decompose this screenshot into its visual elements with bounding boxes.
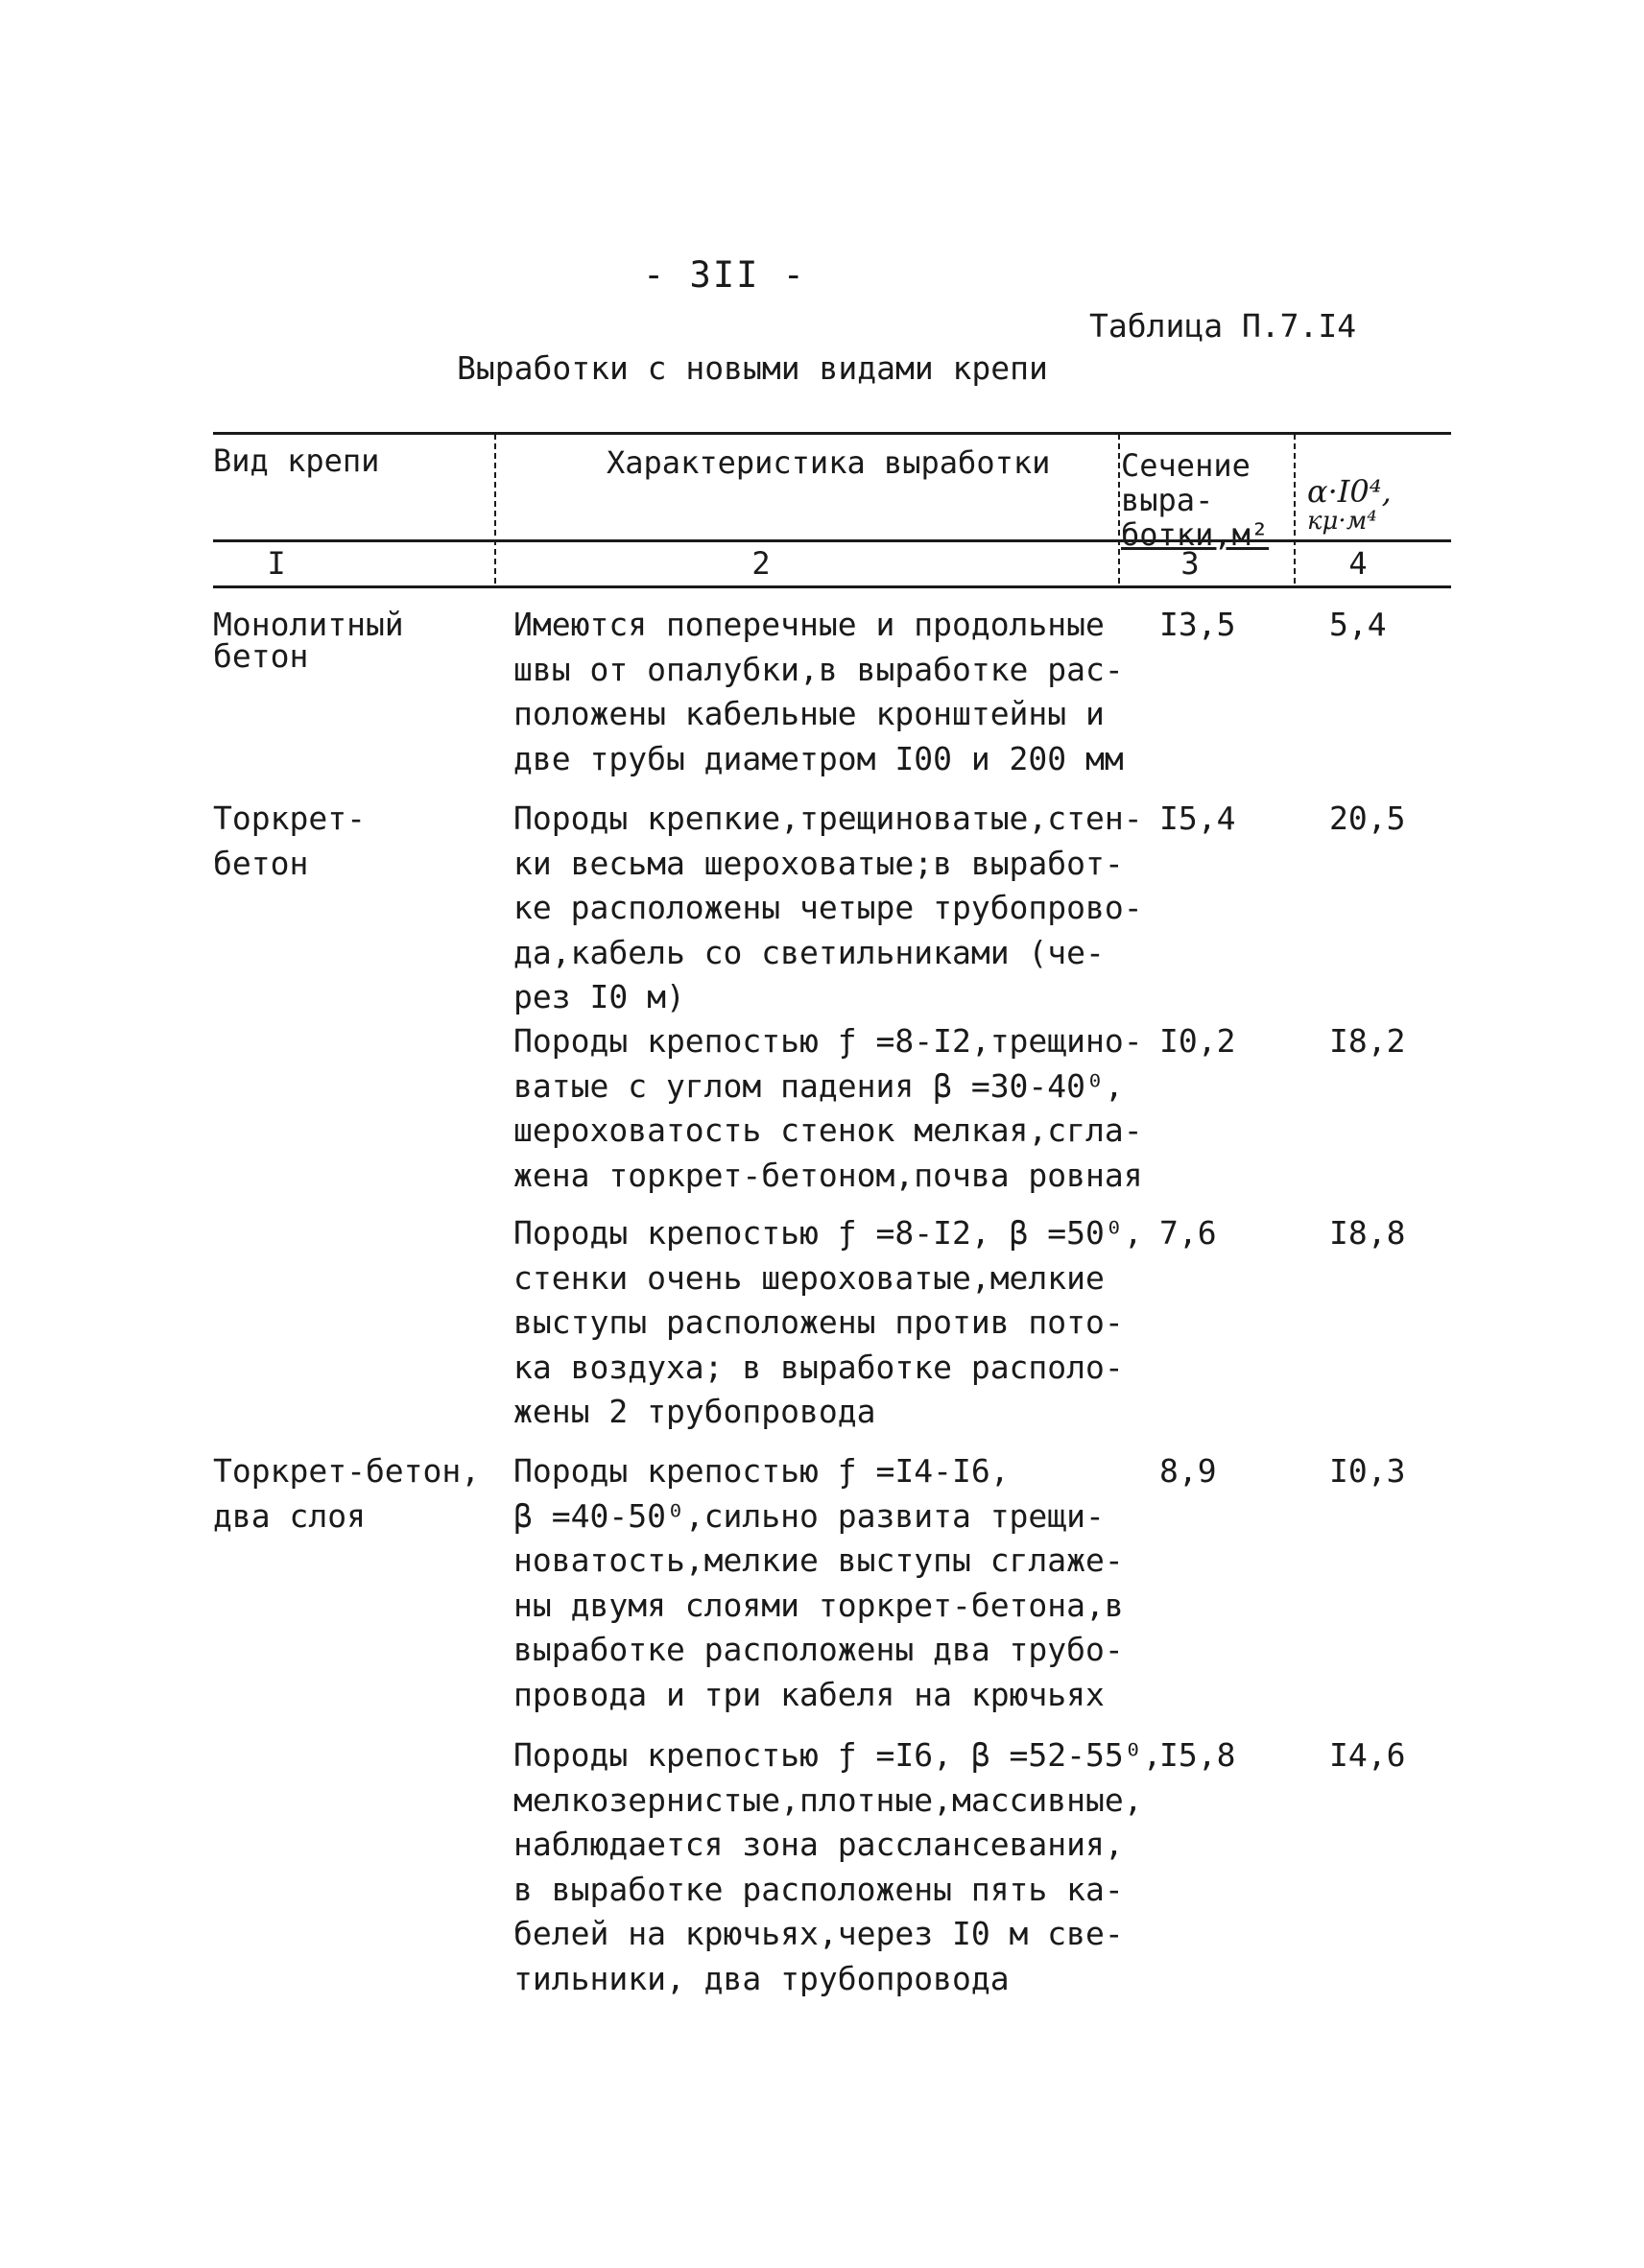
header-divider-2 [1118,434,1120,584]
row-desc-line: наблюдается зона расслансевания, [513,1826,1124,1863]
row-desc-line: выступы расположены против пото- [513,1303,1124,1341]
row-alpha-value: I8,8 [1329,1214,1406,1252]
row-desc-line: β =40-50⁰,сильно развита трещи- [513,1496,1105,1535]
header-alpha-line: α·I0⁴, [1307,473,1392,510]
row-type-line: Торкрет-бетон, [213,1452,481,1490]
row-desc-line: рез I0 м) [513,978,685,1015]
row-desc-line: тильники, два трубопровода [513,1959,1010,1997]
row-desc-line: Породы крепостью ƒ =8-I2, β =50⁰, [513,1214,1143,1252]
row-desc-line: положены кабельные кронштейны и [513,695,1105,732]
row-desc-line: ке расположены четыре трубопрово- [513,889,1143,926]
row-alpha-value: 20,5 [1329,800,1406,837]
table-row-description [513,1733,1162,2001]
column-number: 4 [1348,545,1368,582]
row-section-value: 7,6 [1159,1214,1217,1252]
table-row-description [513,1211,1143,1435]
column-number: 2 [751,545,771,582]
table-row-description [513,797,1143,1020]
row-desc-line: Породы крепостью ƒ =I6, β =52-55⁰, [513,1736,1162,1774]
row-alpha-value: I4,6 [1329,1736,1406,1774]
row-desc-line: шероховатость стенок мелкая,сгла- [513,1111,1143,1149]
row-desc-line: швы от опалубки,в выработке рас- [513,650,1124,688]
row-desc-line: Породы крепкие,трещиноватые,стен- [513,800,1143,837]
header-divider-1 [494,434,496,584]
row-desc-line: новатость,мелкие выступы сглаже- [513,1541,1124,1579]
header-vid-krepi: Вид крепи [213,442,380,479]
table-row-description [513,1019,1143,1198]
page-number: - 3II - [643,254,806,296]
header-alpha [1307,474,1392,534]
column-number: I [267,545,286,582]
row-type-line: Торкрет- [213,800,366,837]
table-row-type [213,603,404,679]
row-type-line: Монолитный [213,606,404,643]
table-top-rule [213,432,1451,435]
row-desc-line: провода и три кабеля на крючьях [513,1675,1105,1713]
row-desc-line: да,кабель со светильниками (че- [513,933,1105,971]
row-type-line: бетон [213,844,309,882]
table-row-description [513,1449,1124,1717]
row-desc-line: мелкозернистые,плотные,массивные, [513,1780,1143,1819]
table-row-type [213,797,366,886]
table-row-description [513,603,1124,781]
row-desc-line: ватые с углом падения β =30-40⁰, [513,1066,1124,1105]
row-section-value: I5,4 [1159,800,1236,837]
row-desc-line: жены 2 трубопровода [513,1393,876,1430]
row-desc-line: Породы крепостью ƒ =I4-I6, [513,1452,1010,1490]
header-section [1121,448,1269,552]
table-title: Выработки с новыми видами крепи [457,349,1048,387]
row-section-value: I3,5 [1159,606,1236,643]
row-desc-line: Имеются поперечные и продольные [513,606,1105,643]
column-numbers-rule [213,585,1451,588]
row-alpha-value: 5,4 [1329,606,1387,643]
table-row-type [213,1449,480,1539]
row-desc-line: выработке расположены два трубо- [513,1631,1124,1668]
row-alpha-value: I8,2 [1329,1022,1406,1060]
row-type-line: бетон [213,636,309,675]
row-desc-line: ки весьма шероховатые;в выработ- [513,844,1124,882]
row-desc-line: белей на крючьях,через I0 м све- [513,1915,1124,1952]
header-divider-3 [1294,434,1296,584]
row-desc-line: стенки очень шероховатые,мелкие [513,1258,1105,1297]
row-section-value: 8,9 [1159,1452,1217,1490]
row-desc-line: жена торкрет-бетоном,почва ровная [513,1156,1143,1194]
header-section-line: ботки,м² [1121,516,1270,553]
row-desc-line: в выработке расположены пять ка- [513,1870,1124,1908]
row-section-value: I5,8 [1159,1736,1236,1774]
header-characteristics: Характеристика выработки [607,444,1051,481]
header-alpha-line: кμ·м⁴ [1307,507,1377,536]
row-desc-line: Породы крепостью ƒ =8-I2,трещино- [513,1022,1143,1060]
row-desc-line: ка воздуха; в выработке располо- [513,1348,1124,1386]
row-desc-line: ны двумя слоями торкрет-бетона,в [513,1586,1124,1624]
row-type-line: два слоя [213,1496,366,1535]
table-label: Таблица П.7.I4 [1089,307,1357,345]
header-section-line: Сечение [1121,447,1251,484]
row-section-value: I0,2 [1159,1022,1236,1060]
row-desc-line: две трубы диаметром I00 и 200 мм [513,739,1124,777]
column-number: 3 [1180,545,1200,582]
header-section-line: выра- [1121,482,1214,518]
row-alpha-value: I0,3 [1329,1452,1406,1490]
